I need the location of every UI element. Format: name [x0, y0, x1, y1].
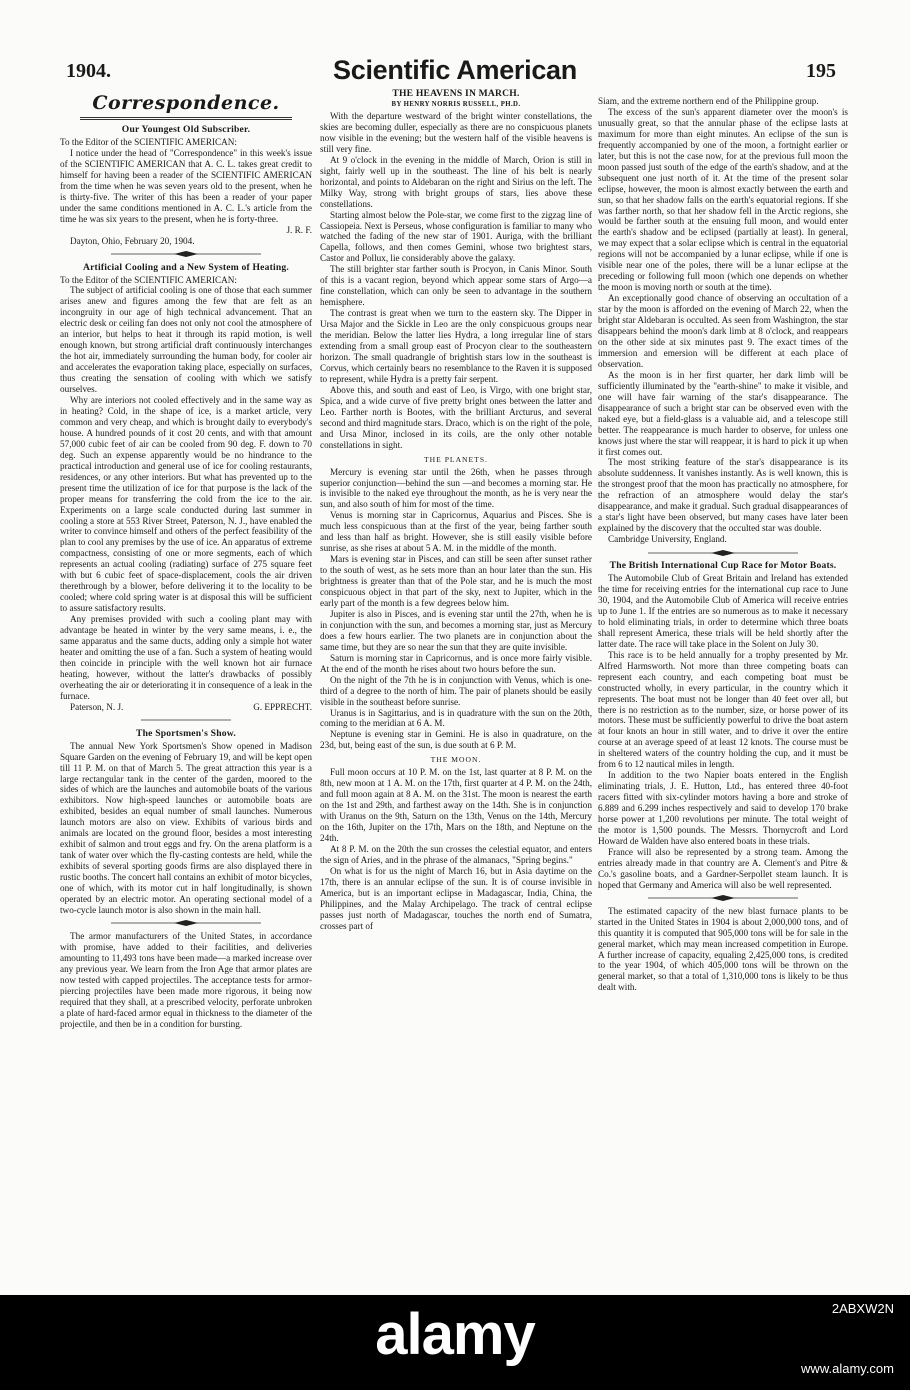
article-paragraph: I notice under the head of "Correspondence" in this week's issue of the SCIENTIFIC AMERICAN that A. C. L. takes great credit to himself for having been a reader of the SCIENTIFIC AMERICAN from the time when he was seven years old to the present, when he is thirty-five. The writer of this has been a reader of your paper under the same conditions mentioned in A. C. L.'s article from the time he was six years to the present, when he is forty-three.: [60, 147, 312, 224]
signature: [60, 225, 312, 236]
article-paragraph: This race is to be held annually for a trophy presented by Mr. Alfred Harmsworth. Not more than three competing boats can represent each country, and each competing boat must be constructed wholly, in every particular, in the country which it represents. The boat must not be longer than 40 feet over all, but there is no restriction as to the number, size, or horse power of its motors. These must be sufficiently powerful to drive the boat astern at four knots an hour in still water, and to drive it over the entire course at an average speed of at least 12 knots. The course must be in sheltered waters of the country holding the cup, and it must be from 6 to 12 nautical miles in length.: [598, 649, 848, 770]
article-paragraph: Starting almost below the Pole-star, we come first to the zigzag line of Cassiopeia. Next is Perseus, whose configuration is familiar to many who watched the fading of the new star of 1901. Auriga, with the brilliant Capella, follows, and then comes Gemini, whose two brightest stars, Castor and Pollux, lie considerably above the galaxy.: [320, 209, 592, 264]
alamy-logo: alamy: [375, 1302, 535, 1367]
ornament-divider: [60, 919, 312, 928]
article-paragraph: Saturn is morning star in Capricornus, and is once more fairly visible. At the end of the month he rises about two hours before the sun.: [320, 652, 592, 674]
article-paragraph: Neptune is evening star in Gemini. He is also in quadrature, on the 23d, but, being east of the sun, is due south at 6 P. M.: [320, 729, 592, 751]
article-paragraph: Mercury is evening star until the 26th, when he passes through superior conjunction—behind the sun —and becomes a morning star. He is invisible to the naked eye throughout the month, as he is very near the sun, and also south of him for most of the time.: [320, 466, 592, 510]
signature-name: G. EPPRECHT.: [253, 701, 312, 712]
article-paragraph: At 9 o'clock in the evening in the middle of March, Orion is still in sight, fairly well up in the southeast. The line of his belt is nearly horizontal, and points to Aldebaran on the right and Sirius on the left. The Milky Way, strong with bright groups of stars, lies above these constellations.: [320, 154, 592, 209]
article-paragraph: The subject of artificial cooling is one of those that each summer arises anew and figures among the few that are felt as an incongruity in our age of high technical advancement. That an electric desk or ceiling fan does not only not cool the atmosphere of an interior, but helps to heat it through its rapid motion, is well enough known, but strong artificial draft continuously interchanges the hot air, immediately surrounding the human body, for cooler air and accelerates the evaporation taking place, especially on surfaces, thus creating the sensation of cooling with which we satisfy ourselves.: [60, 285, 312, 395]
article-heading: The British International Cup Race for Motor Boats.: [609, 560, 837, 572]
dateline: Dayton, Ohio, February 20, 1904.: [70, 235, 195, 246]
article-paragraph: Uranus is in Sagittarius, and is in quadrature with the sun on the 20th, coming to the meridian at 6 A. M.: [320, 707, 592, 729]
section-subheading: THE MOON.: [430, 755, 482, 765]
article-byline: BY HENRY NORRIS RUSSELL, PH.D.: [391, 101, 521, 108]
article-paragraph: France will also be represented by a strong team. Among the entries already made in that country are A. Clement's and Pitre & Co.'s gasoline boats, and a Gardner-Serpollet steam launch. It is hoped that Germany and America will also be well represented.: [598, 846, 848, 890]
article-paragraph: The contrast is great when we turn to the eastern sky. The Dipper in Ursa Major and the Sickle in Leo are the only conspicuous groups near the meridian. Below the latter lies Hydra, a long irregular line of stars extending from a small group east of Procyon clear to the southeastern horizon. The small quadrangle of brightish stars low in the southeast is Corvus, which certainly bears no resemblance to the Raven it is supposed to represent, while Hydra is a pretty fair serpent.: [320, 308, 592, 384]
article-paragraph: The Automobile Club of Great Britain and Ireland has extended the time for receiving entries for the international cup race to June 30, 1904, and the Automobile Club of America will receive entries up to June 1. If the entries are so numerous as to make it necessary to hold eliminating trials, in order to determine which three boats shall represent America, these trials will be held shortly after the latter date. The race will take place in the Solent on July 30.: [598, 573, 848, 649]
article-paragraph: The annual New York Sportsmen's Show opened in Madison Square Garden on the evening of February 19, and will be kept open till 11 P. M. on that of March 5. The great attraction this year is a large rectangular tank in the center of the garden, moored to the sides of which are the launches and automobile boats of the various exhibitors. Now high-speed launches or automobile boats are exhibited, besides an equal number of small launches. Numerous launch motors are also on view. Exhibits of various birds and animals are located on the ground floor, besides a most interesting exhibit of salmon and trout eggs and fry. On the arena platform is a tank of water over which the fly-casting contests are held, while the exhibits of several sporting goods firms are also displayed there in rustic booths. The concert hall contains an exhibit of motor bicycles, one of which, with its motor cut in half longitudinally, is shown operated by an electric motor. An operating sectional model of a two-cycle launch motor is also shown in the main hall.: [60, 740, 312, 915]
image-id-label: 2ABXW2N: [831, 1301, 894, 1316]
article-paragraph: The most striking feature of the star's disappearance is its absolute suddenness. It vanishes instantly. As is well known, this is the strongest proof that the moon has practically no atmosphere, for the refraction of an atmosphere would delay the star's disappearance, and make it gradual. Such gradual disappearances of a star's light have been observed, but many cases have later been explained by the discovery that the occulted star was double.: [598, 457, 848, 534]
ornament-divider: [60, 250, 312, 259]
article-paragraph: The still brighter star farther south is Procyon, in Canis Minor. South of this is a vacant region, beyond which appear some stars of Argo—a fine constellation, which can only be seen to advantage in the southern hemisphere.: [320, 264, 592, 308]
article-paragraph: As the moon is in her first quarter, her dark limb will be sufficiently illuminated by the "earth-shine" to make it visible, and one will have fair warning of the star's disappearance. The disappearance of such a bright star can be observed even with the naked eye, but a field-glass is a valuable aid, and a telescope still better. The reappearance is much harder to observe, for unless one knows just where the star will reappear, it is hard to pick it up when it first comes out.: [598, 369, 848, 457]
page-year: 1904.: [66, 60, 111, 82]
article-paragraph: The excess of the sun's apparent diameter over the moon's is unusually great, so that the annular phase of the eclipse lasts at maximum for more than eight minutes. An eclipse of the sun is frequently accompanied by one of the moon, a fortnight earlier or later, but this is not the case now, for at the previous full moon the moon passed just south of the edge of the earth's shadow, and at the subsequent one just north of it. At the time of the present solar eclipse, however, the moon is almost exactly between the earth and sun, so that her shadow falls on the earth's equatorial regions. If she was farther north, so that her shadow fell in the Arctic regions, she would be farther south at the ensuing full moon, and would enter the earth's shadow and be eclipsed (partially at least). In general, we may expect that a solar eclipse which is central in the equatorial regions will not be accompanied by a lunar eclipse, while if one is visible near one of the poles, there will be a lunar eclipse at the preceding or following full moon (which one depends on whether the moon is moving north or south at the time).: [598, 106, 848, 293]
article-paragraph: An exceptionally good chance of observing an occultation of a star by the moon is afforded on the evening of March 22, when the bright star Aldebaran is occulted. As seen from Washington, the star disappears behind the moon's dark limb at 8 o'clock, and reappears on the other side at six minutes past 9. The exact times of the immersion and emersion will be different at each place of observation.: [598, 293, 848, 369]
signature: Cambridge University, England.: [608, 534, 727, 545]
column-middle: [320, 80, 592, 1290]
article-heading: The Sportsmen's Show.: [136, 727, 236, 739]
column-left: [60, 80, 312, 1290]
article-paragraph: Full moon occurs at 10 P. M. on the 1st, last quarter at 8 P. M. on the 8th, new moon at 1 A. M. on the 17th, first quarter at 4 P. M. on the 24th, and full moon again at 8 A. M. on the 31st. The moon is nearest the earth on the 1st and 29th, and farthest away on the 14th. She is in conjunction with Uranus on the 9th, Saturn on the 13th, Venus on the 14th, Mercury on the 16th, Jupiter on the 17th, Mars on the 18th, and Neptune on the 24th.: [320, 767, 592, 844]
signature: [60, 702, 312, 713]
signature-place: Paterson, N. J.: [70, 701, 124, 712]
ornament-divider: [598, 894, 848, 903]
article-paragraph: Any premises provided with such a cooling plant may with advantage be heated in winter by the very same means, i. e., the same apparatus and the same ducts, adding only a simple hot water heater and omitting the use of a fan. Such a system of heating would then coincide in principle with the well known hot air furnace heating, however, without the latter's drawbacks of possibly overheating the air or deteriorating it in consequence of a leak in the furnace.: [60, 614, 312, 701]
department-title: Correspondence.: [92, 92, 280, 114]
article-paragraph: The armor manufacturers of the United States, in accordance with promise, have added to their facilities, and deliveries amounting to 11,493 tons have been made—a marked increase over any previous year. We learn from the Iron Age that armor plates are now tested with capped projectiles. The acceptance tests for armor-piercing projectiles have been made more rigorous, it being now required that they shall, at a prescribed velocity, perforate unbroken a plate of hard-faced armor equal in thickness to the diameter of the projectile, and then be in a condition for bursting.: [60, 930, 312, 1029]
section-subheading: THE PLANETS.: [424, 454, 488, 464]
salutation: To the Editor of the SCIENTIFIC AMERICAN:: [60, 274, 237, 285]
ornament-divider: [60, 716, 312, 725]
article-heading: THE HEAVENS IN MARCH.: [392, 88, 520, 99]
article-paragraph: On what is for us the night of March 16, but in Asia daytime on the 17th, there is an annular eclipse of the sun. It is of course invisible in America, but is an important eclipse in Madagascar, India, China, the Philippines, and the Malay Archipelago. The track of central eclipse passes just north of Madagascar, touches the north end of Sumatra, crosses part of: [320, 865, 592, 931]
page-number: 195: [806, 60, 836, 82]
masthead-title: Scientific American: [333, 55, 577, 85]
column-right: [598, 80, 848, 1290]
salutation: To the Editor of the SCIENTIFIC AMERICAN:: [60, 137, 237, 147]
watermark-banner: [0, 1295, 910, 1390]
article-paragraph: On the night of the 7th he is in conjunction with Venus, which is one-third of a degree to the north of him. The pair of planets should be easily visible in the southeast before sunrise.: [320, 674, 592, 707]
article-paragraph: In addition to the two Napier boats entered in the English eliminating trials, J. E. Hutton, Ltd., has entered three 40-foot racers fitted with six-cylinder motors having a bore and stroke of 6.889 and 6.299 inches respectively and said to develop 170 brake horse power at 1,200 revolutions per minute. The total weight of the motor is 1,500 pounds. The Messrs. Thornycroft and Lord Howard de Walden have also entered boats in these trials.: [598, 770, 848, 846]
article-paragraph: The estimated capacity of the new blast furnace plants to be started in the United States in 1904 is about 2,000,000 tons, and of this quantity it is computed that 905,000 tons will be for sale in the general market, which may mean increased competition in Europe. A further increase of capacity, equaling 2,425,000 tons, is credited to the year 1904, of which 405,000 tons will be thrown on the general market, so that a total of 1,310,000 tons is likely to be thus dealt with.: [598, 905, 848, 993]
signature-initials: J. R. F.: [286, 224, 312, 235]
article-paragraph: At 8 P. M. on the 20th the sun crosses the celestial equator, and enters the sign of Aries, and in the phrase of the almanacs, "Spring begins.": [320, 844, 592, 865]
article-paragraph: Jupiter is also in Pisces, and is evening star until the 27th, when he is in conjunction with the sun, and becomes a morning star, just as Mercury does a few hours earlier. The two planets are in conjunction about the same time, but they are so near the sun that they are quite invisible.: [320, 608, 592, 652]
article-paragraph: Why are interiors not cooled effectively and in the same way as in heating? Cold, in the shape of ice, is a market article, very common and very cheap, and which is brought daily to everybody's house. A hundred pounds of it cost 20 cents, and with that amount 57,000 cubic feet of air can be cooled from 90 deg. F. down to 70 deg. Such an expense apparently would be no hindrance to the practical introduction and general use of ice for cooling restaurants, residences, or any other interiors. But what has prevented up to the present time the utilization of ice for that purpose is the lack of the proper means for transferring the cold from the ice to the air. Experiments on a large scale conducted during last summer in cooling a store at 553 River Street, Paterson, N. J., have enabled the writer to convince himself and others of the perfect feasibility of the plan to cool any premises by the use of ice. An apparatus of extreme compactness, consisting of one or more segments, each of which represents an actual cooling (radiating) surface of 275 square feet with but 6 cubic feet of space-displacement, cools the air driven therethrough by a blower, before delivering it to the locality to be cooled; where cold spring water is at disposal this will be sufficient to assure satisfactory results.: [60, 395, 312, 614]
article-paragraph: With the departure westward of the bright winter constellations, the skies are becoming duller, especially as there are no conspicuous planets now visible in the evening; but the western half of the visible heavens is still very fine.: [320, 111, 592, 154]
article-paragraph: Mars is evening star in Pisces, and can still be seen after sunset rather to the south of west, as he sets more than an hour later than the sun. His brightness is greater than that of the Pole star, and he is much the most conspicuous object in that part of the sky, next to Jupiter, which in the early part of the month is a few degrees below him.: [320, 554, 592, 608]
watermark-url: www.alamy.com: [801, 1361, 894, 1376]
double-rule: [80, 117, 292, 120]
article-heading: Our Youngest Old Subscriber.: [121, 124, 251, 135]
ornament-divider: [598, 548, 848, 557]
article-paragraph: Siam, and the extreme northern end of the Philippine group.: [598, 96, 819, 106]
article-paragraph: Above this, and south and east of Leo, is Virgo, with one bright star, Spica, and a wide curve of five pretty bright ones between the latter and Leo. Farther north is Bootes, with the brilliant Arcturus, and several second and third magnitude stars. Draco, which is on the right of the pole, and Ursa Minor, inclosed in its coils, are the only other notable constellations in sight.: [320, 384, 592, 450]
article-paragraph: Venus is morning star in Capricornus, Aquarius and Pisces. She is much less conspicuous than at the first of the year, being farther south and less than half as bright. However, she is still easily visible before sunrise, as she rises at about 5 A. M. in the middle of the month.: [320, 510, 592, 554]
article-heading: Artificial Cooling and a New System of Heating.: [82, 261, 290, 273]
